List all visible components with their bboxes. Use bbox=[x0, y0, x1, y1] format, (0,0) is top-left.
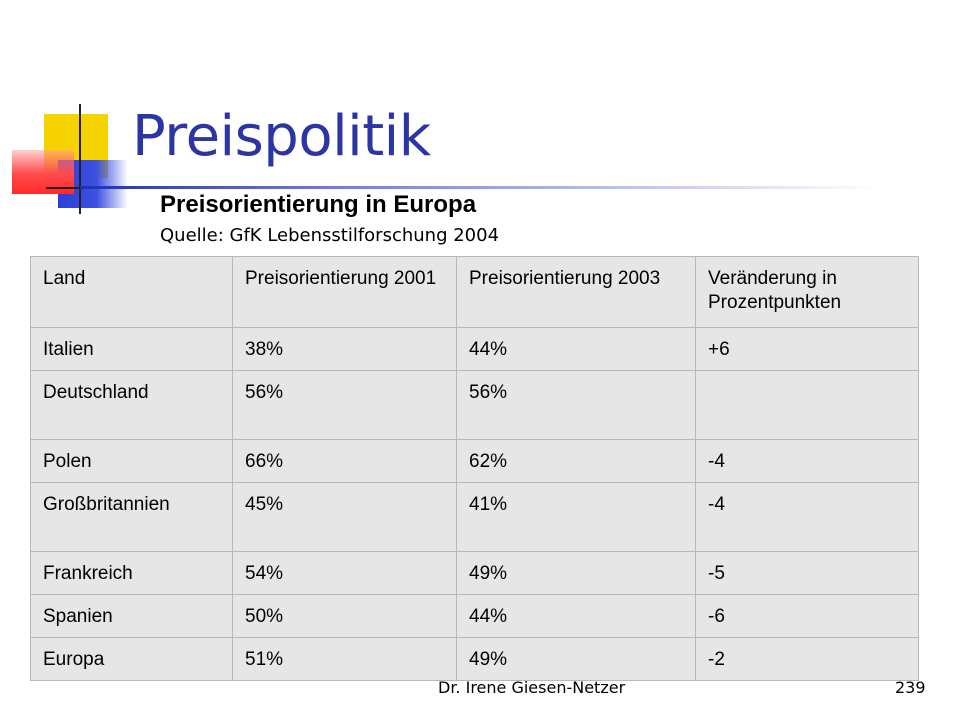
cell-2003: 49% bbox=[457, 638, 696, 681]
cell-change: -4 bbox=[696, 440, 919, 483]
cell-land: Großbritannien bbox=[31, 483, 233, 552]
decor-vertical-line bbox=[79, 104, 81, 214]
table-row bbox=[31, 552, 919, 595]
cell-2003: 41% bbox=[457, 483, 696, 552]
cell-2001: 56% bbox=[233, 371, 457, 440]
cell-change: -5 bbox=[696, 552, 919, 595]
table-header-row bbox=[31, 257, 919, 328]
table-row bbox=[31, 483, 919, 552]
header-preisorientierung-2001: Preisorientierung 2001 bbox=[233, 257, 457, 328]
table-heading: Preisorientierung in Europa bbox=[160, 191, 477, 218]
header-land: Land bbox=[31, 257, 233, 328]
source-note: Quelle: GfK Lebensstilforschung 2004 bbox=[160, 225, 500, 246]
cell-land: Deutschland bbox=[31, 371, 233, 440]
title-underline bbox=[80, 186, 880, 189]
cell-2003: 44% bbox=[457, 328, 696, 371]
table-row bbox=[31, 328, 919, 371]
cell-2003: 49% bbox=[457, 552, 696, 595]
cell-2001: 50% bbox=[233, 595, 457, 638]
cell-2001: 51% bbox=[233, 638, 457, 681]
cell-land: Polen bbox=[31, 440, 233, 483]
cell-2001: 54% bbox=[233, 552, 457, 595]
header-veraenderung: Veränderung in Prozentpunkten bbox=[696, 257, 919, 328]
table-row bbox=[31, 440, 919, 483]
table-row bbox=[31, 638, 919, 681]
cell-2003: 44% bbox=[457, 595, 696, 638]
cell-change bbox=[696, 371, 919, 440]
cell-change: +6 bbox=[696, 328, 919, 371]
price-orientation-table bbox=[30, 256, 919, 681]
header-preisorientierung-2003: Preisorientierung 2003 bbox=[457, 257, 696, 328]
slide-title: Preispolitik bbox=[132, 104, 431, 169]
cell-land: Spanien bbox=[31, 595, 233, 638]
cell-change: -4 bbox=[696, 483, 919, 552]
footer-author: Dr. Irene Giesen-Netzer bbox=[438, 678, 626, 697]
cell-2001: 38% bbox=[233, 328, 457, 371]
table-row bbox=[31, 371, 919, 440]
cell-land: Europa bbox=[31, 638, 233, 681]
cell-land: Frankreich bbox=[31, 552, 233, 595]
cell-change: -6 bbox=[696, 595, 919, 638]
table-row bbox=[31, 595, 919, 638]
page-number: 239 bbox=[895, 678, 926, 697]
cell-land: Italien bbox=[31, 328, 233, 371]
cell-2001: 66% bbox=[233, 440, 457, 483]
cell-change: -2 bbox=[696, 638, 919, 681]
cell-2003: 62% bbox=[457, 440, 696, 483]
cell-2003: 56% bbox=[457, 371, 696, 440]
cell-2001: 45% bbox=[233, 483, 457, 552]
